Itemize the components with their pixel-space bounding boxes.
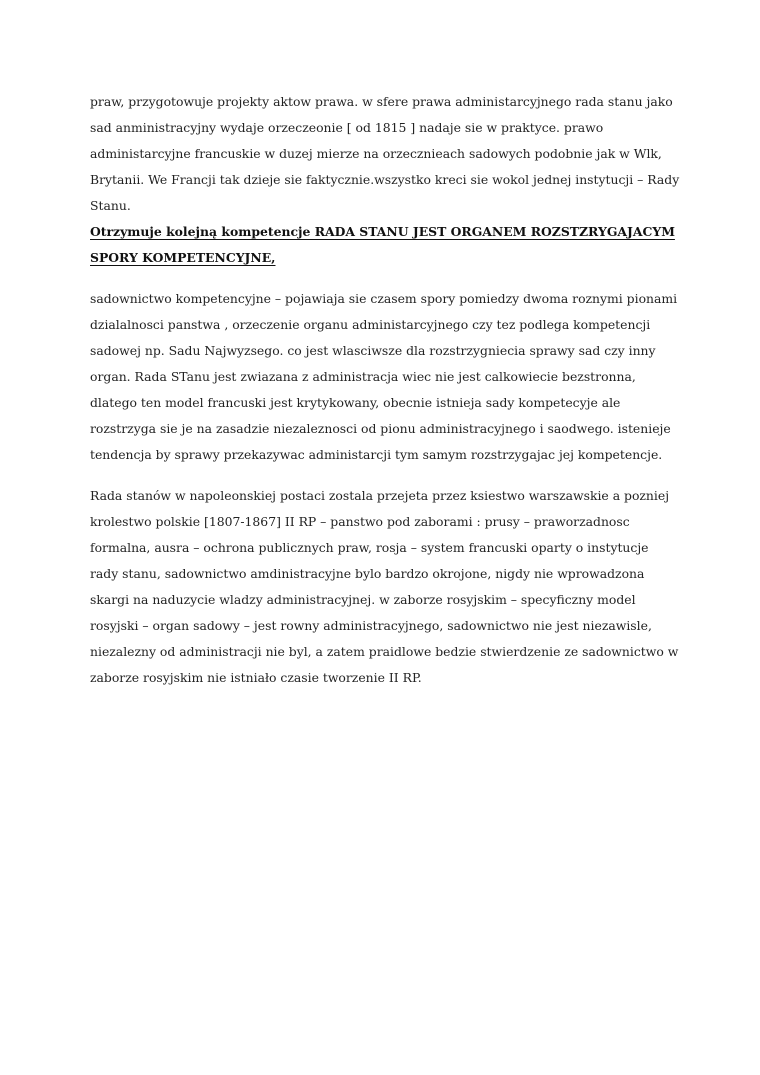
section-heading: Otrzymuje kolejną kompetencje RADA STANU JEST ORGANEM ROZSTZRYGAJACYM SPORY KOMPETENCYJNE,: [90, 224, 675, 265]
paragraph-3: Rada stanów w napoleonskiej postaci zostala przejeta przez ksiestwo warszawskie a pozniej krolestwo polskie [1807-1867] II RP – panstwo pod zaborami : prusy – praworzadnosc formalna, ausra – ochrona publicznych praw, rosja – system francuski oparty o instytucje rady stanu, sadownictwo amdinistracyjne bylo bardzo okrojone, nigdy nie wprowadzona skargi na naduzycie wladzy administracyjnej. w zaborze rosyjskim – specyficzny model rosyjski – organ sadowy – jest rowny administracyjnego, sadownictwo nie jest niezawisle, niezalezny od administracji nie byl, a zatem praidlowe bedzie stwierdzenie ze sadownictwo w zaborze rosyjskim nie istniało czasie tworzenie II RP.: [90, 488, 679, 685]
document-body: [90, 89, 680, 691]
paragraph-1: praw, przygotowuje projekty aktow prawa. w sfere prawa administarcyjnego rada stanu jako sad anministracyjny wydaje orzeczeonie [ od 1815 ] nadaje sie w praktyce. prawo administarcyjne francuskie w duzej mierze na orzecznieach sadowych podobnie jak w Wlk, Brytanii. We Francji tak dzieje sie faktycznie.wszystko kreci sie wokol jednej instytucji – Rady Stanu.: [90, 94, 680, 213]
paragraph-2: sadownictwo kompetencyjne – pojawiaja sie czasem spory pomiedzy dwoma roznymi pionami dzialalnosci panstwa , orzeczenie organu administarcyjnego czy tez podlega kompetencji sadowej np. Sadu Najwyzsego. co jest wlasciwsze dla rozstrzygniecia sprawy sad czy inny organ. Rada STanu jest zwiazana z administracja wiec nie jest calkowiecie bezstronna, dlatego ten model francuski jest krytykowany, obecnie istnieja sady kompetecyje ale rozstrzyga sie je na zasadzie niezaleznosci od pionu administracyjnego i saodwego. istenieje tendencja by sprawy przekazywac administarcji tym samym rozstrzygajac jej kompetencje.: [90, 291, 678, 462]
